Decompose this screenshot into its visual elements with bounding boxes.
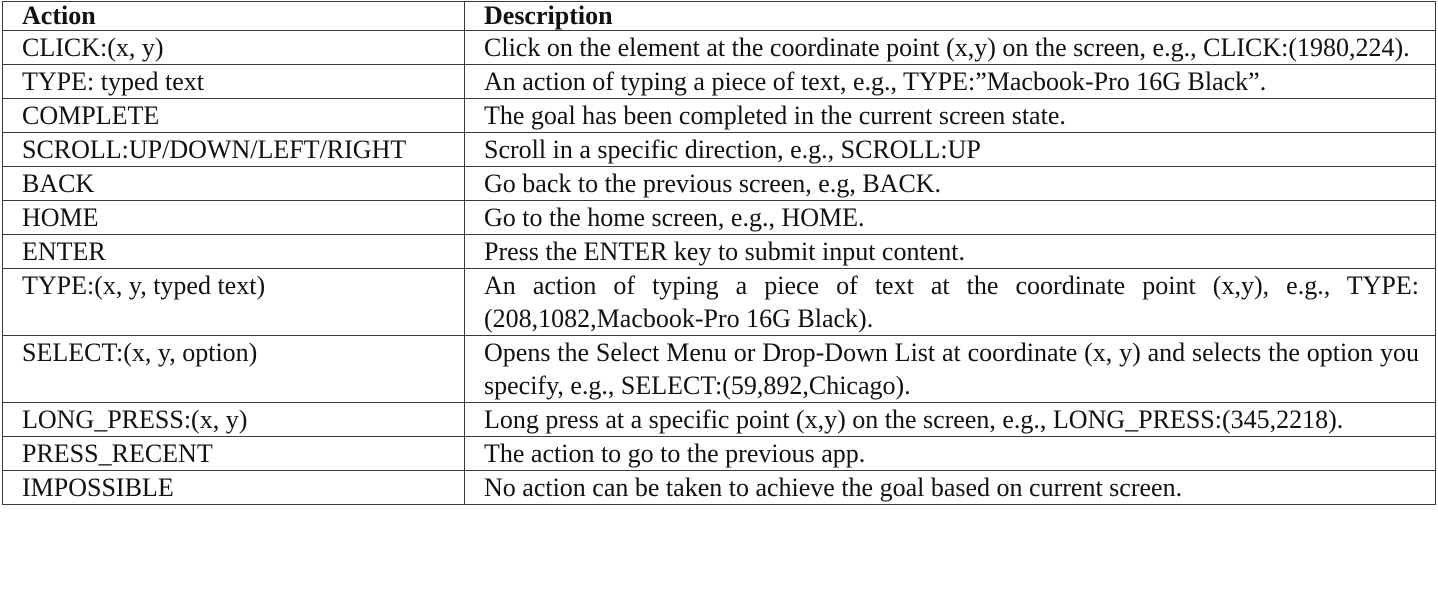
description-cell: Go to the home screen, e.g., HOME.: [465, 201, 1436, 235]
action-cell: HOME: [3, 201, 465, 235]
table-row: [3, 471, 1436, 505]
table-row: [3, 235, 1436, 269]
table-row: [3, 167, 1436, 201]
description-cell: Click on the element at the coordinate point (x,y) on the screen, e.g., CLICK:(1980,224).: [465, 31, 1436, 65]
description-cell: No action can be taken to achieve the goal based on current screen.: [465, 471, 1436, 505]
action-cell: SCROLL:UP/DOWN/LEFT/RIGHT: [3, 133, 465, 167]
action-cell: COMPLETE: [3, 99, 465, 133]
action-cell: SELECT:(x, y, option): [3, 336, 465, 403]
action-space-table: [2, 1, 1436, 505]
description-cell: Scroll in a specific direction, e.g., SCROLL:UP: [465, 133, 1436, 167]
table-row: [3, 99, 1436, 133]
action-cell: PRESS_RECENT: [3, 437, 465, 471]
action-cell: TYPE: typed text: [3, 65, 465, 99]
table-row: [3, 201, 1436, 235]
action-cell: TYPE:(x, y, typed text): [3, 269, 465, 336]
header-action: Action: [3, 2, 465, 31]
action-cell: IMPOSSIBLE: [3, 471, 465, 505]
header-description: Description: [465, 2, 1436, 31]
action-cell: BACK: [3, 167, 465, 201]
table-row: [3, 65, 1436, 99]
table-row: [3, 403, 1436, 437]
description-cell: Go back to the previous screen, e.g, BACK.: [465, 167, 1436, 201]
table-row: [3, 31, 1436, 65]
table-row: [3, 437, 1436, 471]
table-row: [3, 133, 1436, 167]
description-cell: Opens the Select Menu or Drop-Down List at coordinate (x, y) and selects the option you specify, e.g., SELECT:(59,892,Chicago).: [465, 336, 1436, 403]
header-row: [3, 2, 1436, 31]
description-cell: The action to go to the previous app.: [465, 437, 1436, 471]
action-cell: ENTER: [3, 235, 465, 269]
description-cell: An action of typing a piece of text at the coordinate point (x,y), e.g., TYPE:(208,1082,Macbook-Pro 16G Black).: [465, 269, 1436, 336]
action-cell: CLICK:(x, y): [3, 31, 465, 65]
description-cell: The goal has been completed in the current screen state.: [465, 99, 1436, 133]
description-cell: Long press at a specific point (x,y) on the screen, e.g., LONG_PRESS:(345,2218).: [465, 403, 1436, 437]
action-cell: LONG_PRESS:(x, y): [3, 403, 465, 437]
table-row: [3, 336, 1436, 403]
table-row: [3, 269, 1436, 336]
description-cell: Press the ENTER key to submit input content.: [465, 235, 1436, 269]
description-cell: An action of typing a piece of text, e.g., TYPE:”Macbook-Pro 16G Black”.: [465, 65, 1436, 99]
